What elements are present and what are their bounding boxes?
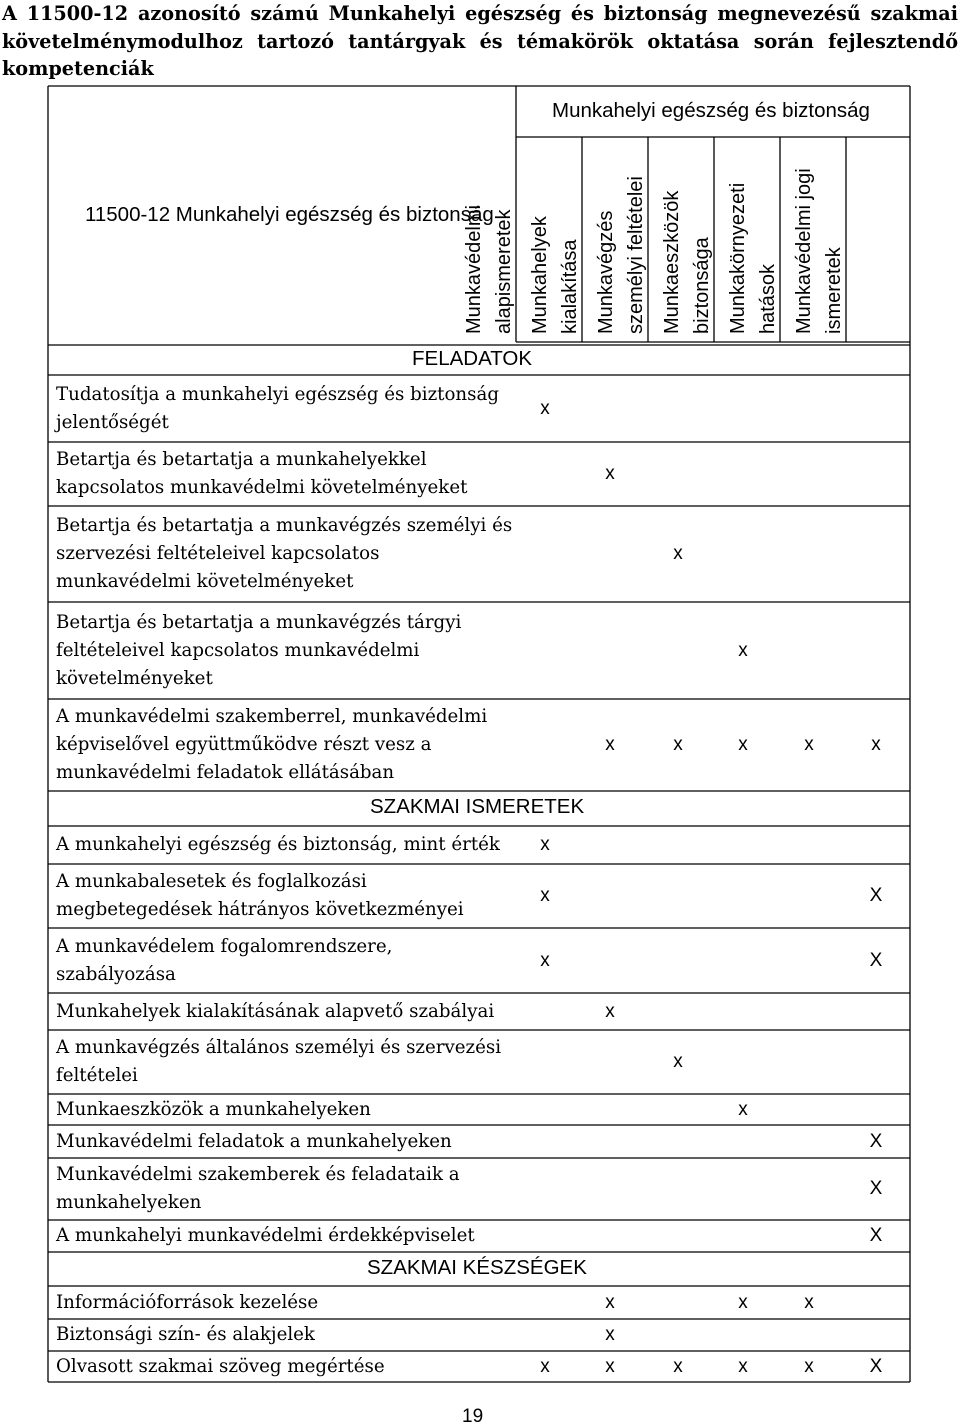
- table-cell-mark: x: [605, 1324, 615, 1345]
- table-row-label: [56, 512, 512, 596]
- row-label-line: A munkavédelem fogalomrendszere,: [56, 935, 393, 957]
- module-header: 11500-12 Munkahelyi egészség és biztonság: [85, 203, 494, 226]
- row-label-line: Információforrások kezelése: [56, 1291, 319, 1313]
- section-heading: SZAKMAI KÉSZSÉGEK: [367, 1256, 587, 1279]
- topic-label-line: ismeretek: [823, 247, 845, 334]
- table-cell-mark: X: [869, 1225, 883, 1246]
- table-row-label: [56, 1321, 315, 1349]
- row-label-line: feltételeivel kapcsolatos munkavédelmi: [56, 639, 420, 661]
- table-cell-mark: X: [869, 1130, 883, 1152]
- topic-label-line: Munkaeszközök: [661, 190, 683, 334]
- topic-label-line: Munkavégzés: [595, 210, 617, 334]
- topic-label-line: Munkahelyek: [529, 216, 551, 334]
- topic-label: [459, 205, 519, 334]
- table-row-label: [56, 1161, 460, 1217]
- row-label-line: Olvasott szakmai szöveg megértése: [56, 1355, 385, 1377]
- table-cell-mark: x: [738, 639, 748, 661]
- row-label-line: jelentőségét: [56, 411, 169, 433]
- table-cell-mark: x: [673, 734, 683, 755]
- section-heading: SZAKMAI ISMERETEK: [370, 795, 585, 818]
- row-label-line: követelményeket: [56, 667, 213, 689]
- table-cell-mark: x: [804, 734, 814, 755]
- row-label-line: Biztonsági szín- és alakjelek: [56, 1324, 315, 1345]
- row-label-line: Munkaeszközök a munkahelyeken: [56, 1098, 371, 1120]
- table-cell-mark: X: [869, 885, 883, 906]
- table-row-label: [56, 831, 500, 859]
- table-cell-mark: x: [605, 734, 615, 755]
- row-label-line: Betartja és betartatja a munkahelyekkel: [56, 449, 427, 470]
- table-cell-mark: x: [540, 1355, 550, 1377]
- topic-label-line: Munkakörnyezeti: [727, 182, 749, 334]
- table-cell-mark: x: [540, 949, 550, 971]
- table-row-label: [56, 609, 461, 693]
- table-row-label: [56, 381, 499, 437]
- table-row-label: [56, 868, 464, 924]
- table-cell-mark: x: [804, 1291, 814, 1313]
- table-row-label: [56, 933, 392, 989]
- row-label-line: munkahelyeken: [56, 1192, 202, 1213]
- row-label-line: képviselővel együttműködve részt vesz a: [56, 734, 432, 755]
- row-label-line: Munkavédelmi szakemberek és feladataik a: [56, 1164, 460, 1185]
- table-cell-mark: x: [673, 543, 683, 564]
- topic-label-line: kialakítása: [559, 239, 581, 334]
- table-cell-mark: x: [738, 1098, 748, 1120]
- row-label-line: Tudatosítja a munkahelyi egészség és biztonság: [56, 383, 499, 405]
- page-number: 19: [462, 1406, 484, 1427]
- table-cell-mark: x: [605, 1000, 615, 1022]
- topic-label-line: biztonsága: [691, 237, 713, 334]
- topic-label: [657, 191, 717, 334]
- subject-header: Munkahelyi egészség és biztonság: [552, 99, 870, 122]
- row-label-line: munkavédelmi feladatok ellátásában: [56, 762, 395, 783]
- table-cell-mark: x: [605, 1291, 615, 1313]
- table-cell-mark: x: [605, 1355, 615, 1377]
- topic-label: [723, 183, 783, 334]
- table-cell-mark: x: [871, 734, 881, 755]
- topic-label: [789, 168, 849, 334]
- table-row-label: [56, 998, 494, 1026]
- topic-label: [525, 216, 585, 334]
- document-title: A 11500-12 azonosító számú Munkahelyi egészség és biztonság megnevezésű szakmai követelménymodulhoz tartozó tantárgyak és témakörök oktatása során fejlesztendő kompetenciák: [2, 2, 958, 80]
- row-label-line: Munkavédelmi feladatok a munkahelyeken: [56, 1130, 452, 1152]
- table-cell-mark: x: [738, 734, 748, 755]
- table-row-label: [56, 703, 487, 787]
- table-cell-mark: x: [540, 834, 550, 855]
- table-cell-mark: X: [869, 1178, 883, 1199]
- table-row-label: [56, 1222, 475, 1250]
- table-cell-mark: x: [738, 1355, 748, 1377]
- topic-label-line: Munkavédelmi jogi: [793, 168, 815, 334]
- table-cell-mark: x: [540, 885, 550, 906]
- table-row-label: [56, 1353, 385, 1381]
- table-cell-mark: x: [738, 1291, 748, 1313]
- table-row-label: [56, 446, 467, 502]
- row-label-line: feltételei: [56, 1065, 138, 1086]
- row-label-line: A munkavédelmi szakemberrel, munkavédelmi: [56, 706, 488, 727]
- row-label-line: A munkahelyi egészség és biztonság, mint érték: [56, 834, 500, 855]
- row-label-line: Munkahelyek kialakításának alapvető szabályai: [56, 1000, 495, 1022]
- table-row-label: [56, 1034, 501, 1090]
- topic-label-line: hatások: [757, 263, 779, 334]
- topic-label-line: alapismeretek: [493, 209, 515, 334]
- row-label-line: Betartja és betartatja a munkavégzés tárgyi: [56, 611, 462, 633]
- table-row-label: [56, 1128, 452, 1156]
- topic-label: [591, 176, 651, 334]
- row-label-line: megbetegedések hátrányos következményei: [56, 899, 464, 920]
- table-row-label: [56, 1096, 371, 1124]
- row-label-line: Betartja és betartatja a munkavégzés személyi és: [56, 515, 513, 536]
- section-heading: FELADATOK: [412, 347, 532, 370]
- table-cell-mark: x: [804, 1355, 814, 1377]
- table-cell-mark: x: [540, 397, 550, 419]
- row-label-line: munkavédelmi követelményeket: [56, 571, 354, 592]
- table-cell-mark: x: [673, 1051, 683, 1072]
- table-cell-mark: X: [869, 1355, 883, 1377]
- table-cell-mark: X: [869, 949, 883, 971]
- row-label-line: A munkavégzés általános személyi és szervezési: [56, 1037, 502, 1058]
- topic-label-line: Munkavédelmi: [463, 205, 485, 334]
- table-row-label: [56, 1289, 318, 1317]
- row-label-line: szabályozása: [56, 963, 176, 985]
- table-cell-mark: x: [673, 1355, 683, 1377]
- row-label-line: A munkahelyi munkavédelmi érdekképviselet: [56, 1225, 475, 1246]
- topic-label-line: személyi feltételei: [625, 176, 647, 334]
- row-label-line: szervezési feltételeivel kapcsolatos: [56, 543, 380, 564]
- table-cell-mark: x: [605, 463, 615, 484]
- row-label-line: kapcsolatos munkavédelmi követelményeket: [56, 477, 468, 498]
- row-label-line: A munkabalesetek és foglalkozási: [56, 871, 367, 892]
